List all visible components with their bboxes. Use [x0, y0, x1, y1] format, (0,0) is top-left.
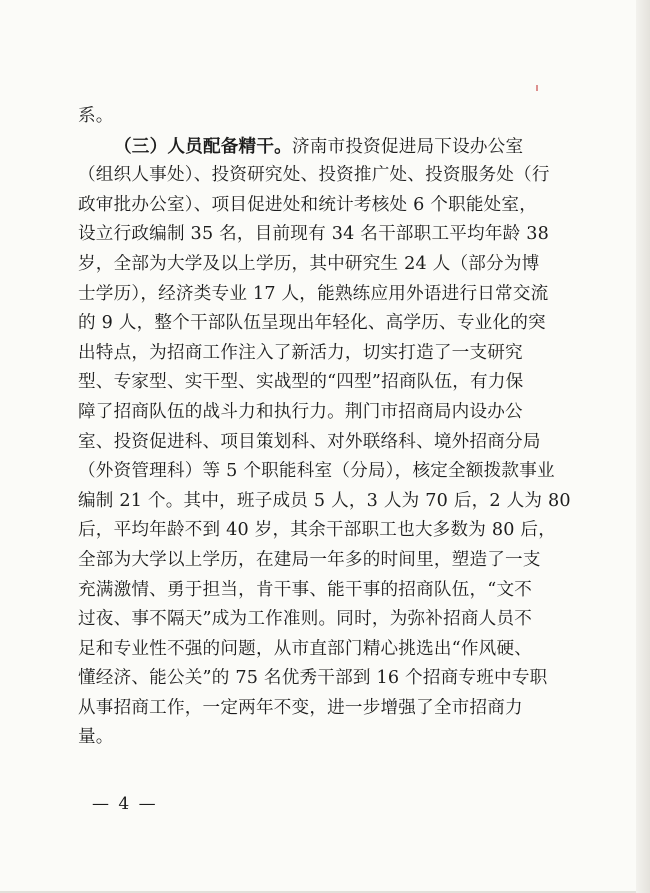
text-line-11: 障了招商队伍的战斗力和执行力。荆门市招商局内设办公: [78, 401, 523, 422]
text-line-6: 岁，全部为大学及以上学历，其中研究生 24 人（部分为博: [78, 253, 540, 274]
text-line-3: （组织人事处）、投资研究处、投资推广处、投资服务处（行: [78, 165, 550, 186]
text-line-19: 足和专业性不强的问题，从市直部门精心挑选出“作风硬、: [78, 638, 533, 659]
page-edge-shadow: [636, 0, 650, 893]
text-line-2: [78, 132, 588, 162]
text-line-20: 懂经济、能公关”的 75 名优秀干部到 16 个招商专班中专职: [78, 668, 548, 689]
body-text: [78, 102, 588, 753]
text-line-9: 出特点，为招商工作注入了新活力，切实打造了一支研究: [78, 342, 523, 363]
text-line-4: 政审批办公室）、项目促进处和统计考核处 6 个职能处室，: [78, 194, 538, 215]
text-line-10: 型、专家型、实干型、实战型的“四型”招商队伍，有力保: [78, 372, 524, 393]
text-line-8: 的 9 人，整个干部队伍呈现出年轻化、高学历、专业化的突: [78, 313, 546, 334]
ink-mark: [536, 85, 538, 91]
text-line-18: 过夜、事不隔天”成为工作准则。同时，为弥补招商人员不: [78, 609, 533, 630]
text-line-1: 系。: [78, 106, 114, 126]
section-heading-rest: 济南市投资促进局下设办公室: [291, 136, 524, 157]
section-heading: （三）人员配备精干。: [114, 135, 292, 157]
text-line-15: 后，平均年龄不到 40 岁，其余干部职工也大多数为 80 后，: [78, 520, 557, 541]
text-line-21: 从事招商工作，一定两年不变，进一步增强了全市招商力: [78, 697, 523, 718]
page-number: — 4 —: [92, 794, 158, 814]
text-line-17: 充满激情、勇于担当，肯干事、能干事的招商队伍，“文不: [78, 579, 533, 600]
text-line-5: 设立行政编制 35 名，目前现有 34 名干部职工平均年龄 38: [78, 224, 549, 245]
text-line-13: （外资管理科）等 5 个职能科室（分局），核定全额拨款事业: [78, 461, 555, 482]
text-line-22: 量。: [78, 727, 114, 748]
text-line-7: 士学历），经济类专业 17 人，能熟练应用外语进行日常交流: [78, 283, 549, 304]
text-line-12: 室、投资促进科、项目策划科、对外联络科、境外招商分局: [78, 431, 541, 452]
text-line-16: 全部为大学以上学历，在建局一年多的时间里，塑造了一支: [78, 549, 541, 570]
text-line-14: 编制 21 个。其中，班子成员 5 人，3 人为 70 后，2 人为 80: [78, 490, 571, 511]
